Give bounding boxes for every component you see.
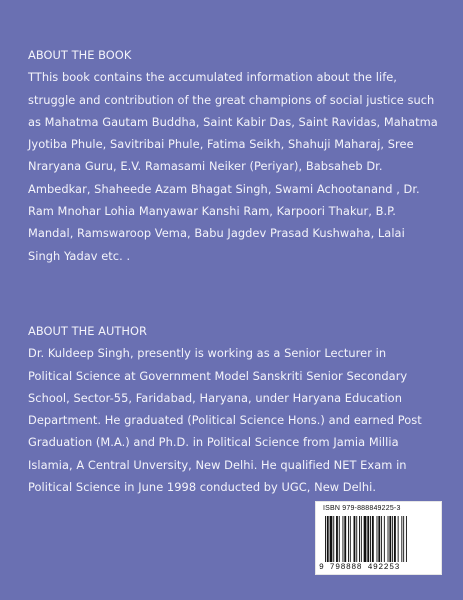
barcode-bars xyxy=(325,516,434,562)
book-description-line: Mandal, Ramswaroop Vema, Babu Jagdev Prasad Kushwaha, Lalai xyxy=(28,226,405,241)
author-bio-line: Department. He graduated (Political Science Hons.) and earned Post xyxy=(28,413,422,428)
book-description-line: Ambedkar, Shaheede Azam Bhagat Singh, Swami Achootanand , Dr. xyxy=(28,181,420,196)
about-the-author-heading: ABOUT THE AUTHOR xyxy=(28,324,147,338)
about-the-book-section xyxy=(28,44,446,267)
book-description-line: Ram Mnohar Lohia Manyawar Kanshi Ram, Karpoori Thakur, B.P. xyxy=(28,204,396,219)
about-the-book-heading: ABOUT THE BOOK xyxy=(28,48,132,62)
author-bio-line: Political Science in June 1998 conducted by UGC, New Delhi. xyxy=(28,480,377,495)
author-bio-line: Islamia, A Central Unversity, New Delhi. He qualified NET Exam in xyxy=(28,457,407,472)
book-description-line: struggle and contribution of the great champions of social justice such xyxy=(28,92,435,107)
author-bio-line: Dr. Kuldeep Singh, presently is working as a Senior Lecturer in xyxy=(28,346,387,361)
barcode-digits: 9 798888 492253 xyxy=(319,563,401,572)
isbn-barcode xyxy=(315,501,442,575)
author-bio-line: Graduation (M.A.) and Ph.D. in Political Science from Jamia Millia xyxy=(28,435,399,450)
author-bio-line: School, Sector-55, Faridabad, Haryana, under Haryana Education xyxy=(28,390,402,405)
book-description-line: Singh Yadav etc. . xyxy=(28,248,131,263)
author-bio-line: Political Science at Government Model Sanskriti Senior Secondary xyxy=(28,368,408,383)
isbn-label: ISBN 979-888849225-3 xyxy=(323,505,401,512)
book-description-line: Jyotiba Phule, Savitribai Phule, Fatima Seikh, Shahuji Maharaj, Sree xyxy=(28,137,414,152)
book-description-line: Nraryana Guru, E.V. Ramasami Neiker (Periyar), Babsaheb Dr. xyxy=(28,159,383,174)
about-the-author-section xyxy=(28,320,446,498)
book-description-line: TThis book contains the accumulated information about the life, xyxy=(28,70,397,85)
book-description-line: as Mahatma Gautam Buddha, Saint Kabir Das, Saint Ravidas, Mahatma xyxy=(28,114,438,129)
